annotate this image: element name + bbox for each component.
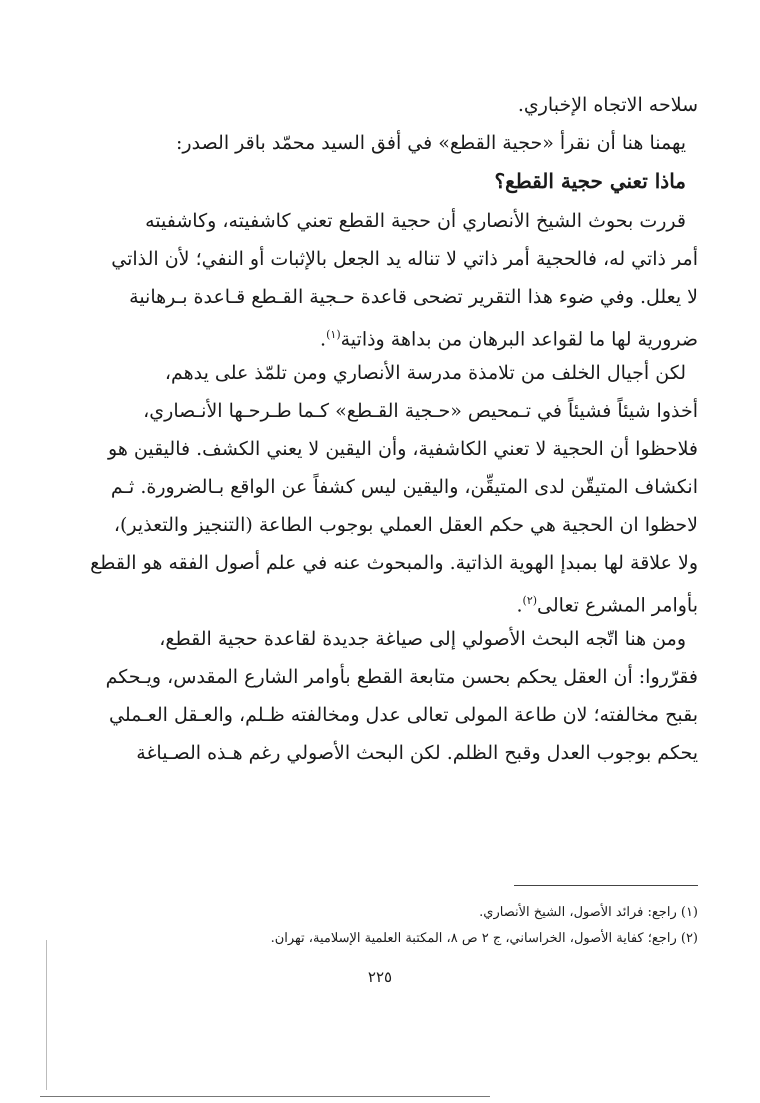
text-line-9: أخذوا شيئاً فشيئاً في تـمحيص «حـجية القـطع» كـما طـرحـها الأنـصاري،	[143, 400, 698, 422]
text-line-14-end: .	[516, 594, 523, 617]
text-line-7-end: .	[320, 328, 327, 351]
main-text	[56, 86, 698, 772]
text-line-2: يهمنا هنا أن نقرأ «حجية القطع» في أفق السيد محمّد باقر الصدر:	[176, 132, 686, 154]
page-number: ٢٢٥	[367, 968, 393, 986]
text-line-13: ولا علاقة لها بمبدإ الهوية الذاتية. والمبحوث عنه في علم أصول الفقه هو القطع	[90, 552, 698, 574]
text-line-18: يحكم بوجوب العدل وقبح الظلم. لكن البحث الأصولي رغم هـذه الصـياغة	[136, 742, 698, 764]
section-heading: ماذا تعني حجية القطع؟	[494, 169, 686, 193]
text-line-14-body: بأوامر المشرع تعالى	[537, 594, 698, 617]
scan-bottom-line	[40, 1096, 490, 1097]
text-line-11: انكشاف المتيقّن لدى المتيقِّن، واليقين ليس كشفاً عن الواقع بـالضرورة. ثـم	[110, 476, 698, 498]
text-line-6: لا يعلل. وفي ضوء هذا التقرير تضحى قاعدة حـجية القـطع قـاعدة بـرهانية	[129, 286, 698, 308]
text-line-7-body: ضرورية لها ما لقواعد البرهان من بداهة وذاتية	[340, 328, 698, 351]
text-line-8: لكن أجيال الخلف من تلامذة مدرسة الأنصاري ومن تلمّذ على يدهم،	[164, 362, 686, 384]
scan-edge-line	[46, 940, 47, 1090]
text-line-14	[56, 582, 698, 620]
text-line-5: أمر ذاتي له، فالحجية أمر ذاتي لا تناله يد الجعل بالإثبات أو النفي؛ لأن الذاتي	[111, 248, 698, 270]
footnotes	[56, 900, 698, 952]
text-line-7	[56, 316, 698, 354]
text-line-1: سلاحه الاتجاه الإخباري.	[517, 94, 698, 116]
text-line-16: فقرّروا: أن العقل يحكم بحسن متابعة القطع بأوامر الشارع المقدس، ويـحكم	[105, 666, 698, 688]
text-line-10: فلاحظوا أن الحجية لا تعني الكاشفية، وأن اليقين لا يعني الكشف. فاليقين هو	[108, 438, 698, 460]
text-line-12: لاحظوا ان الحجية هي حكم العقل العملي بوجوب الطاعة (التنجيز والتعذير)،	[113, 514, 698, 536]
footnote-separator	[514, 885, 698, 886]
footnote-1: (١) راجع: فرائد الأصول، الشيخ الأنصاري.	[479, 905, 698, 920]
footnote-ref-1: (١)	[326, 328, 341, 341]
footnote-ref-2: (٢)	[522, 594, 538, 607]
footnote-2: (٢) راجع؛ كفاية الأصول، الخراساني، ج ٢ ص ٨، المكتبة العلمية الإسلامية، تهران.	[270, 931, 698, 946]
text-line-4: قررت بحوث الشيخ الأنصاري أن حجية القطع تعني كاشفيته، وكاشفيته	[145, 210, 686, 232]
text-line-15: ومن هنا اتّجه البحث الأصولي إلى صياغة جديدة لقاعدة حجية القطع،	[159, 628, 686, 650]
text-line-17: بقبح مخالفته؛ لان طاعة المولى تعالى عدل ومخالفته ظـلم، والعـقل العـملي	[109, 704, 698, 726]
